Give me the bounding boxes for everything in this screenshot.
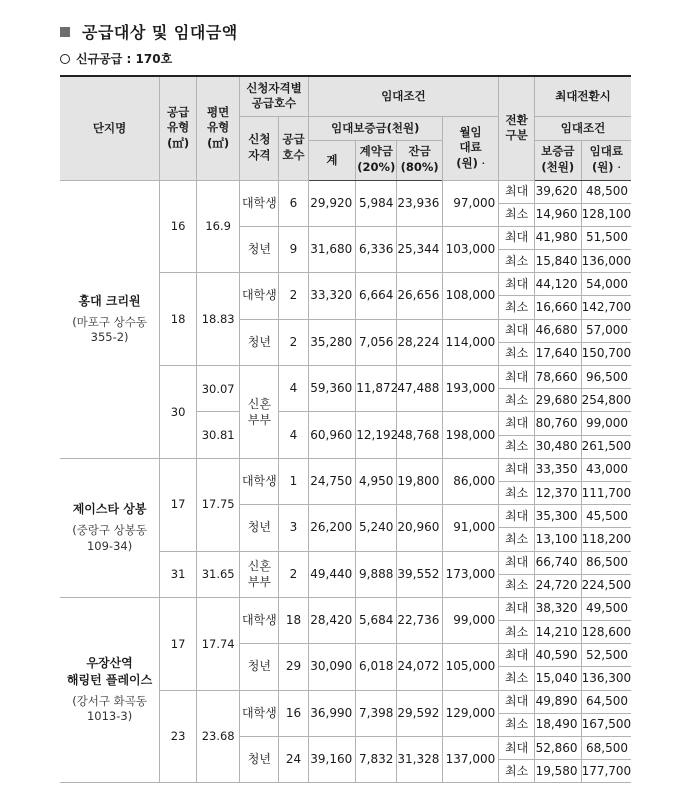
monthly-rent-cell: 86,000 — [442, 458, 498, 504]
rent-table — [60, 75, 631, 783]
down-payment-cell: 7,832 — [356, 737, 397, 783]
balance-cell: 31,328 — [397, 737, 443, 783]
conv-deposit-cell: 49,890 — [534, 690, 581, 713]
qual-cell: 대학생 — [240, 180, 279, 226]
conv-deposit-cell: 16,660 — [534, 296, 581, 319]
monthly-rent-cell: 105,000 — [442, 644, 498, 690]
conv-type-cell: 최대 — [499, 366, 535, 389]
complex-name: 우장산역 — [86, 656, 133, 671]
units-cell: 9 — [279, 226, 308, 272]
down-payment-cell: 7,398 — [356, 690, 397, 736]
monthly-rent-cell: 97,000 — [442, 180, 498, 226]
conv-type-cell: 최대 — [499, 551, 535, 574]
conv-deposit-cell: 18,490 — [534, 713, 581, 736]
conv-type-cell: 최소 — [499, 203, 535, 226]
balance-cell: 39,552 — [397, 551, 443, 597]
deposit-total-cell: 60,960 — [308, 412, 356, 458]
table-row — [60, 458, 631, 481]
table-row — [60, 597, 631, 620]
balance-cell: 47,488 — [397, 366, 443, 412]
qual-cell: 청년 — [240, 226, 279, 272]
deposit-total-cell: 24,750 — [308, 458, 356, 504]
col-down-payment: 계약금 (20%) — [356, 140, 397, 180]
monthly-rent-cell: 173,000 — [442, 551, 498, 597]
conv-type-cell: 최소 — [499, 435, 535, 458]
col-qual: 신청 자격 — [240, 116, 279, 180]
complex-address: 109-34) — [86, 538, 133, 553]
complex-cell — [60, 458, 160, 597]
conv-type-cell: 최소 — [499, 760, 535, 783]
down-payment-cell: 9,888 — [356, 551, 397, 597]
complex-address: 1013-3) — [86, 709, 133, 724]
conv-type-cell: 최소 — [499, 574, 535, 597]
units-cell: 4 — [279, 412, 308, 458]
units-cell: 2 — [279, 273, 308, 319]
balance-cell: 29,592 — [397, 690, 443, 736]
conv-type-cell: 최소 — [499, 528, 535, 551]
balance-cell: 24,072 — [397, 644, 443, 690]
conv-type-cell: 최소 — [499, 296, 535, 319]
qual-label: 신혼 — [247, 559, 271, 573]
down-payment-cell: 4,950 — [356, 458, 397, 504]
conv-deposit-cell: 38,320 — [534, 597, 581, 620]
conv-rent-cell: 68,500 — [581, 737, 631, 760]
down-payment-cell: 5,240 — [356, 505, 397, 551]
deposit-total-cell: 59,360 — [308, 366, 356, 412]
qual-cell — [240, 551, 279, 597]
col-conv-deposit: 보증금 (천원) — [534, 140, 581, 180]
complex-cell — [60, 597, 160, 783]
conv-type-cell: 최소 — [499, 342, 535, 365]
col-max-conv: 최대전환시 — [534, 76, 631, 116]
col-total: 계 — [308, 140, 356, 180]
area-type-cell: 17.74 — [197, 597, 240, 690]
conv-deposit-cell: 12,370 — [534, 481, 581, 504]
monthly-rent-cell: 108,000 — [442, 273, 498, 319]
conv-rent-cell: 167,500 — [581, 713, 631, 736]
down-payment-cell: 7,056 — [356, 319, 397, 365]
conv-rent-cell: 48,500 — [581, 180, 631, 203]
balance-cell: 25,344 — [397, 226, 443, 272]
conv-type-cell: 최대 — [499, 597, 535, 620]
col-units: 공급 호수 — [279, 116, 308, 180]
col-conv-cond: 임대조건 — [534, 116, 631, 140]
qual-cell — [240, 366, 279, 459]
supply-type-cell: 23 — [160, 690, 197, 783]
conv-deposit-cell: 30,480 — [534, 435, 581, 458]
col-complex: 단지명 — [60, 76, 160, 180]
complex-name: 제이스타 상봉 — [72, 502, 147, 517]
down-payment-cell: 6,664 — [356, 273, 397, 319]
complex-address: (마포구 상수동 — [72, 314, 147, 329]
complex-name: 홍대 크리원 — [78, 293, 141, 308]
table-row — [60, 180, 631, 203]
supply-type-cell: 16 — [160, 180, 197, 273]
circle-bullet-icon — [60, 54, 70, 64]
deposit-total-cell: 26,200 — [308, 505, 356, 551]
conv-type-cell: 최소 — [499, 250, 535, 273]
supply-type-cell: 17 — [160, 458, 197, 551]
units-cell: 3 — [279, 505, 308, 551]
monthly-rent-cell: 193,000 — [442, 366, 498, 412]
complex-cell — [60, 180, 160, 458]
monthly-rent-cell: 114,000 — [442, 319, 498, 365]
conv-type-cell: 최소 — [499, 667, 535, 690]
subtitle: 신규공급 : 170호 — [60, 50, 172, 67]
units-cell: 1 — [279, 458, 308, 504]
conv-rent-cell: 118,200 — [581, 528, 631, 551]
col-supply-type: 공급 유형 (㎡) — [160, 76, 197, 180]
balance-cell: 26,656 — [397, 273, 443, 319]
down-payment-cell: 12,192 — [356, 412, 397, 458]
deposit-total-cell: 35,280 — [308, 319, 356, 365]
complex-name: 해링턴 플레이스 — [66, 672, 153, 687]
balance-cell: 20,960 — [397, 505, 443, 551]
monthly-rent-cell: 129,000 — [442, 690, 498, 736]
conv-rent-cell: 142,700 — [581, 296, 631, 319]
area-type-cell: 17.75 — [197, 458, 240, 551]
col-deposit: 임대보증금(천원) — [308, 116, 442, 140]
conv-rent-cell: 261,500 — [581, 435, 631, 458]
conv-type-cell: 최대 — [499, 319, 535, 342]
qual-cell: 대학생 — [240, 597, 279, 643]
conv-type-cell: 최대 — [499, 505, 535, 528]
conv-rent-cell: 49,500 — [581, 597, 631, 620]
conv-type-cell: 최대 — [499, 690, 535, 713]
col-monthly-rent: 월임 대료 (원) · — [442, 116, 498, 180]
down-payment-cell: 5,684 — [356, 597, 397, 643]
units-cell: 6 — [279, 180, 308, 226]
conv-rent-cell: 128,100 — [581, 203, 631, 226]
balance-cell: 23,936 — [397, 180, 443, 226]
deposit-total-cell: 31,680 — [308, 226, 356, 272]
conv-rent-cell: 57,000 — [581, 319, 631, 342]
conv-rent-cell: 64,500 — [581, 690, 631, 713]
conv-rent-cell: 43,000 — [581, 458, 631, 481]
qual-cell: 대학생 — [240, 690, 279, 736]
balance-cell: 22,736 — [397, 597, 443, 643]
conv-deposit-cell: 41,980 — [534, 226, 581, 249]
complex-address: (중랑구 상봉동 — [72, 523, 147, 538]
conv-rent-cell: 96,500 — [581, 366, 631, 389]
conv-deposit-cell: 24,720 — [534, 574, 581, 597]
supply-type-cell: 30 — [160, 366, 197, 459]
conv-rent-cell: 150,700 — [581, 342, 631, 365]
area-type-cell: 18.83 — [197, 273, 240, 366]
qual-cell: 대학생 — [240, 458, 279, 504]
down-payment-cell: 5,984 — [356, 180, 397, 226]
conv-rent-cell: 136,300 — [581, 667, 631, 690]
conv-type-cell: 최대 — [499, 412, 535, 435]
monthly-rent-cell: 91,000 — [442, 505, 498, 551]
supply-type-cell: 31 — [160, 551, 197, 597]
conv-deposit-cell: 19,580 — [534, 760, 581, 783]
conv-deposit-cell: 14,960 — [534, 203, 581, 226]
col-rent-cond: 임대조건 — [308, 76, 499, 116]
qual-cell: 청년 — [240, 644, 279, 690]
area-type-cell: 23.68 — [197, 690, 240, 783]
col-balance: 잔금 (80%) — [397, 140, 443, 180]
conv-type-cell: 최대 — [499, 273, 535, 296]
units-cell: 2 — [279, 551, 308, 597]
units-cell: 18 — [279, 597, 308, 643]
conv-type-cell: 최대 — [499, 226, 535, 249]
rent-table-body — [60, 180, 631, 783]
deposit-total-cell: 29,920 — [308, 180, 356, 226]
area-type-cell: 16.9 — [197, 180, 240, 273]
conv-type-cell: 최대 — [499, 644, 535, 667]
monthly-rent-cell: 198,000 — [442, 412, 498, 458]
conv-deposit-cell: 78,660 — [534, 366, 581, 389]
units-cell: 2 — [279, 319, 308, 365]
conv-type-cell: 최대 — [499, 737, 535, 760]
down-payment-cell: 11,872 — [356, 366, 397, 412]
conv-rent-cell: 54,000 — [581, 273, 631, 296]
conv-rent-cell: 136,000 — [581, 250, 631, 273]
conv-deposit-cell: 29,680 — [534, 389, 581, 412]
conv-rent-cell: 128,600 — [581, 621, 631, 644]
supply-type-cell: 18 — [160, 273, 197, 366]
qual-label: 부부 — [247, 575, 271, 590]
conv-deposit-cell: 39,620 — [534, 180, 581, 203]
qual-label: 부부 — [247, 412, 271, 427]
balance-cell: 19,800 — [397, 458, 443, 504]
deposit-total-cell: 39,160 — [308, 737, 356, 783]
square-bullet-icon — [60, 27, 70, 37]
units-cell: 24 — [279, 737, 308, 783]
deposit-total-cell: 49,440 — [308, 551, 356, 597]
complex-address: (강서구 화곡동 — [72, 693, 147, 708]
units-cell: 16 — [279, 690, 308, 736]
conv-type-cell: 최소 — [499, 621, 535, 644]
qual-cell: 청년 — [240, 319, 279, 365]
conv-deposit-cell: 15,840 — [534, 250, 581, 273]
conv-rent-cell: 224,500 — [581, 574, 631, 597]
deposit-total-cell: 33,320 — [308, 273, 356, 319]
conv-type-cell: 최대 — [499, 458, 535, 481]
conv-deposit-cell: 14,210 — [534, 621, 581, 644]
monthly-rent-cell: 99,000 — [442, 597, 498, 643]
qual-cell: 청년 — [240, 505, 279, 551]
conv-rent-cell: 86,500 — [581, 551, 631, 574]
qual-label: 신혼 — [247, 396, 271, 411]
conv-type-cell: 최소 — [499, 481, 535, 504]
section-title: 공급대상 및 임대금액 — [60, 20, 238, 43]
conv-deposit-cell: 46,680 — [534, 319, 581, 342]
conv-deposit-cell: 40,590 — [534, 644, 581, 667]
units-cell: 29 — [279, 644, 308, 690]
area-type-cell: 30.07 — [197, 366, 240, 412]
conv-rent-cell: 254,800 — [581, 389, 631, 412]
deposit-total-cell: 36,990 — [308, 690, 356, 736]
area-type-cell: 31.65 — [197, 551, 240, 597]
qual-cell: 청년 — [240, 737, 279, 783]
balance-cell: 48,768 — [397, 412, 443, 458]
col-conv-rent: 임대료 (원) · — [581, 140, 631, 180]
conv-deposit-cell: 17,640 — [534, 342, 581, 365]
conv-deposit-cell: 35,300 — [534, 505, 581, 528]
monthly-rent-cell: 103,000 — [442, 226, 498, 272]
conv-deposit-cell: 66,740 — [534, 551, 581, 574]
conv-rent-cell: 52,500 — [581, 644, 631, 667]
col-conv-type: 전환 구분 — [499, 76, 535, 180]
down-payment-cell: 6,018 — [356, 644, 397, 690]
complex-address: 355-2) — [90, 330, 129, 345]
balance-cell: 28,224 — [397, 319, 443, 365]
deposit-total-cell: 30,090 — [308, 644, 356, 690]
conv-deposit-cell: 44,120 — [534, 273, 581, 296]
conv-deposit-cell: 80,760 — [534, 412, 581, 435]
conv-deposit-cell: 33,350 — [534, 458, 581, 481]
area-type-cell: 30.81 — [197, 412, 240, 458]
conv-deposit-cell: 15,040 — [534, 667, 581, 690]
qual-cell: 대학생 — [240, 273, 279, 319]
units-cell: 4 — [279, 366, 308, 412]
conv-rent-cell: 177,700 — [581, 760, 631, 783]
conv-rent-cell: 111,700 — [581, 481, 631, 504]
supply-type-cell: 17 — [160, 597, 197, 690]
down-payment-cell: 6,336 — [356, 226, 397, 272]
conv-type-cell: 최소 — [499, 389, 535, 412]
col-qual-supply: 신청자격별 공급호수 — [240, 76, 308, 116]
conv-rent-cell: 99,000 — [581, 412, 631, 435]
monthly-rent-cell: 137,000 — [442, 737, 498, 783]
conv-rent-cell: 45,500 — [581, 505, 631, 528]
conv-deposit-cell: 13,100 — [534, 528, 581, 551]
col-area-type: 평면 유형 (㎡) — [197, 76, 240, 180]
deposit-total-cell: 28,420 — [308, 597, 356, 643]
conv-type-cell: 최대 — [499, 180, 535, 203]
conv-rent-cell: 51,500 — [581, 226, 631, 249]
conv-deposit-cell: 52,860 — [534, 737, 581, 760]
conv-type-cell: 최소 — [499, 713, 535, 736]
